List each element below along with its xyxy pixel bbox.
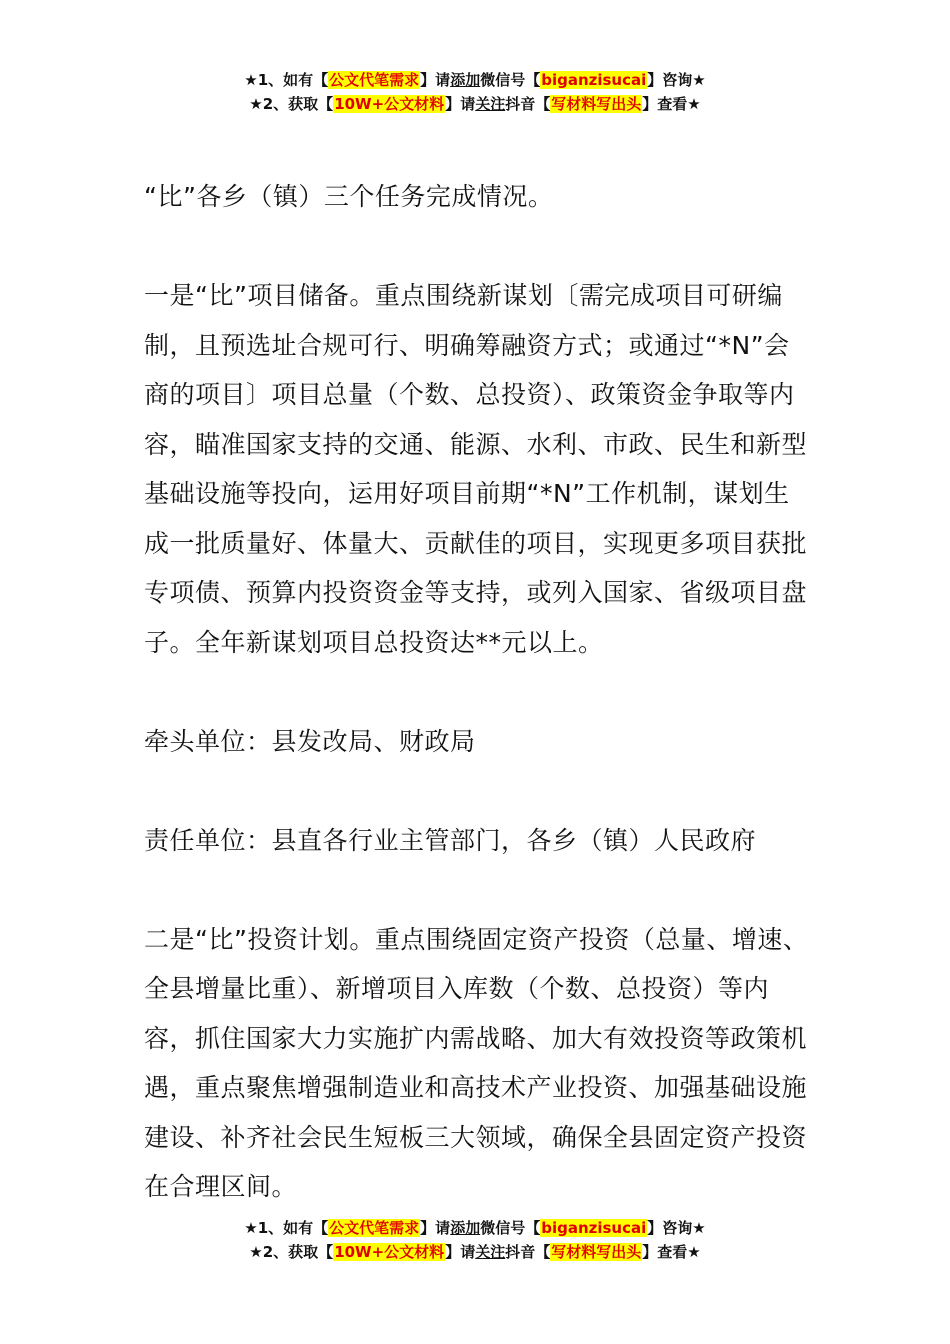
highlight-text: 公文代笔需求 xyxy=(329,1219,420,1237)
underlined-text: 添加 xyxy=(450,71,481,89)
header-banner xyxy=(0,68,950,116)
paragraph-intro: “比”各乡（镇）三个任务完成情况。 xyxy=(144,182,554,211)
banner-text: 微信号【 xyxy=(480,71,541,89)
banner-text: 2、获取【 xyxy=(262,95,334,113)
highlight-text: 公文代笔需求 xyxy=(329,71,420,89)
banner-text: 】咨询★ xyxy=(647,1219,706,1237)
banner-line-1 xyxy=(0,68,950,92)
wechat-id: biganzisucai xyxy=(541,71,647,89)
banner-text: 1、如有【 xyxy=(257,71,329,89)
paragraph-lead-unit: 牵头单位：县发改局、财政局 xyxy=(144,726,476,756)
banner-text: 】请 xyxy=(445,1243,476,1261)
banner-text: 】查看★ xyxy=(642,1243,701,1261)
underlined-text: 关注 xyxy=(475,95,506,113)
banner-text: 】请 xyxy=(420,1219,451,1237)
banner-text: 】请 xyxy=(445,95,476,113)
wechat-id: biganzisucai xyxy=(541,1219,647,1237)
banner-text: 】查看★ xyxy=(642,95,701,113)
highlight-text: 10W+公文材料 xyxy=(334,95,445,113)
banner-text: 抖音【 xyxy=(505,1243,551,1261)
paragraph-project-reserve: 一是“比”项目储备。重点围绕新谋划〔需完成项目可研编制，且预选址合规可行、明确筹融资方式；或通过“*N”会商的项目〕项目总量（个数、总投资）、政策资金争取等内容，瞄准国家支持的交通、能源、水利、市政、民生和新型基础设施等投向，运用好项目前期“*N”工作机制，谋划生成一批质量好、体量大、贡献佳的项目，实现更多项目获批专项债、预算内投资资金等支持，或列入国家、省级项目盘子。全年新谋划项目总投资达**元以上。 xyxy=(144,281,808,657)
document-body xyxy=(144,172,809,1261)
star-icon: ★ xyxy=(244,1219,258,1237)
banner-text: 】请 xyxy=(420,71,451,89)
paragraph-investment-plan: 二是“比”投资计划。重点围绕固定资产投资（总量、增速、全县增量比重）、新增项目入库数（个数、总投资）等内容，抓住国家大力实施扩内需战略、加大有效投资等政策机遇，重点聚焦增强制造业和高技术产业投资、加强基础设施建设、补齐社会民生短板三大领域，确保全县固定资产投资在合理区间。 xyxy=(144,924,809,1201)
underlined-text: 关注 xyxy=(475,1243,506,1261)
banner-text: 微信号【 xyxy=(480,1219,541,1237)
banner-line-2 xyxy=(0,1240,950,1264)
star-icon: ★ xyxy=(249,1243,263,1261)
star-icon: ★ xyxy=(249,95,263,113)
banner-text: 2、获取【 xyxy=(262,1243,334,1261)
douyin-id: 写材料写出头 xyxy=(551,1243,642,1261)
paragraph-responsible-unit: 责任单位：县直各行业主管部门，各乡（镇）人民政府 xyxy=(144,825,757,855)
banner-text: 抖音【 xyxy=(505,95,551,113)
highlight-text: 10W+公文材料 xyxy=(334,1243,445,1261)
banner-text: 】咨询★ xyxy=(647,71,706,89)
banner-line-2 xyxy=(0,92,950,116)
banner-text: 1、如有【 xyxy=(257,1219,329,1237)
banner-line-1 xyxy=(0,1216,950,1240)
star-icon: ★ xyxy=(244,71,258,89)
footer-banner xyxy=(0,1216,950,1264)
douyin-id: 写材料写出头 xyxy=(551,95,642,113)
underlined-text: 添加 xyxy=(450,1219,481,1237)
